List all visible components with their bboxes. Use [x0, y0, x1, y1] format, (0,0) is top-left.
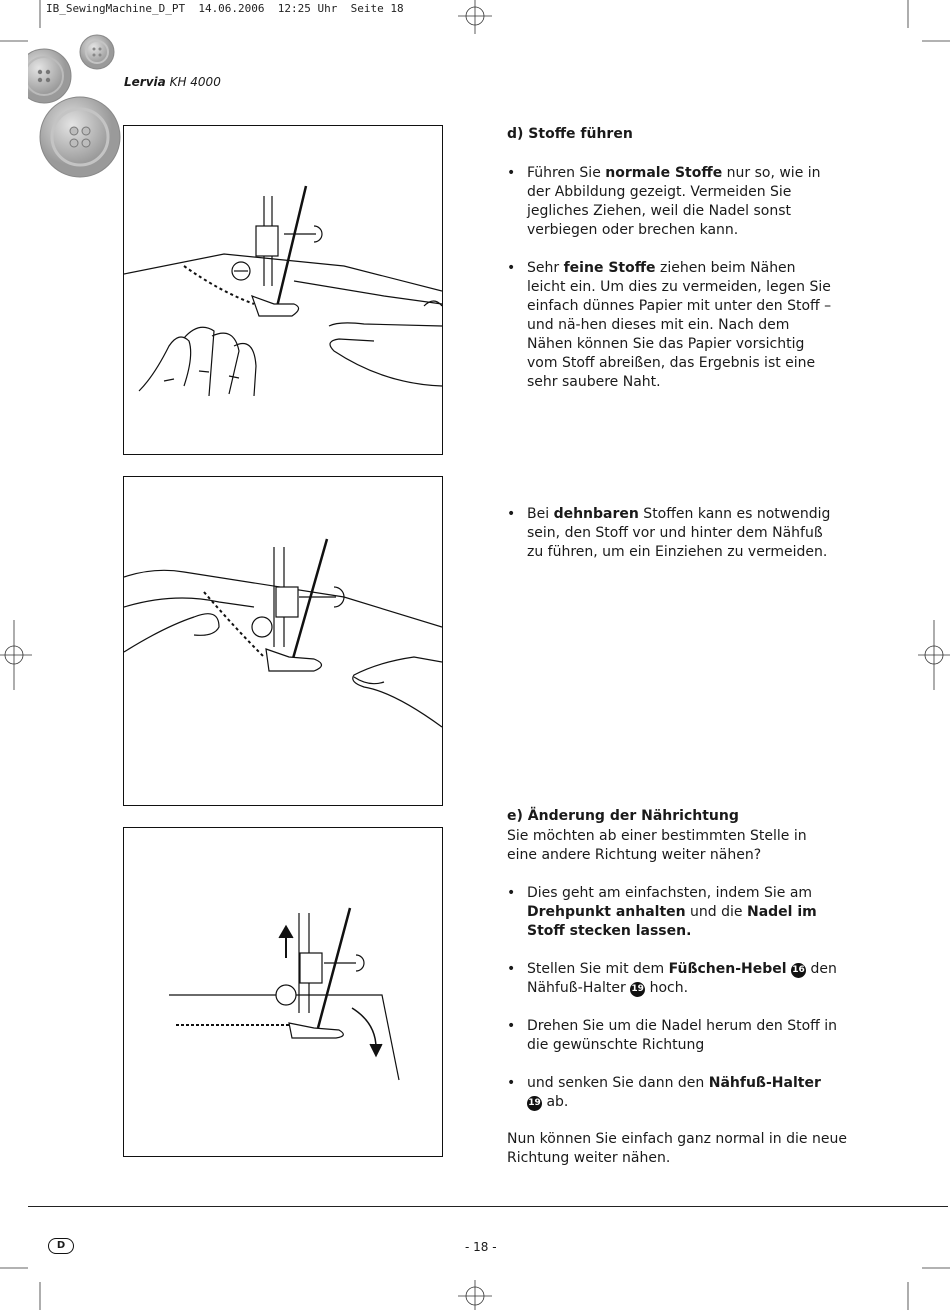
list-item — [507, 1017, 847, 1057]
bullet-point: • — [507, 506, 516, 522]
section-e-heading: e) Änderung der Nährichtung — [507, 808, 739, 824]
bullet-text: Sehr feine Stoffe ziehen beim Nähen leicht ein. Um dies zu vermeiden, legen Sie einfach dünnes Papier mit unter den Stoff – und nä-hen dieses mit ein. Nach dem Nähen können Sie das Papier vorsichtig vom Stoff abreißen, das Ergebnis ist eine sehr saubere Naht. — [527, 260, 832, 390]
bullet-text: Dies geht am einfachsten, indem Sie am Drehpunkt anhalten und die Nadel im Stoff stecken lassen. — [527, 885, 817, 939]
sewing-illustration — [124, 126, 442, 454]
bullet-text: Drehen Sie um die Nadel herum den Stoff in die gewünschte Richtung — [527, 1018, 838, 1053]
bullet-point: • — [507, 260, 516, 276]
footer-divider — [28, 1206, 948, 1207]
bullet-text: Führen Sie normale Stoffe nur so, wie in der Abbildung gezeigt. Vermeiden Sie jegliches Ziehen, weil die Nadel sonst verbiegen oder brechen kann. — [527, 165, 821, 238]
bullet-text: und senken Sie dann den Nähfuß-Halter 19 ab. — [527, 1075, 821, 1110]
sewing-illustration — [124, 477, 442, 805]
print-slug: IB_SewingMachine_D_PT 14.06.2006 12:25 Uhr Seite 18 — [46, 2, 404, 15]
list-item — [507, 164, 847, 242]
part-number-badge: 19 — [630, 982, 645, 997]
figure-stretch-fabric — [123, 476, 443, 806]
language-badge: D — [48, 1238, 74, 1254]
bullet-point: • — [507, 1018, 516, 1034]
list-item — [507, 505, 847, 565]
section-e-intro: Sie möchten ab einer bestimmten Stelle in eine andere Richtung weiter nähen? — [507, 828, 807, 863]
button-decoration-icon — [28, 30, 128, 180]
sewing-illustration — [124, 828, 442, 1156]
figure-change-direction — [123, 827, 443, 1157]
figure-normal-fabric — [123, 125, 443, 455]
bullet-point: • — [507, 885, 516, 901]
bullet-point: • — [507, 165, 516, 181]
part-number-badge: 16 — [791, 963, 806, 978]
section-e-closing: Nun können Sie einfach ganz normal in die neue Richtung weiter nähen. — [507, 1131, 847, 1166]
list-item — [507, 960, 847, 1000]
page-number: - 18 - — [465, 1240, 497, 1254]
part-number-badge: 19 — [527, 1096, 542, 1111]
list-item — [507, 259, 847, 390]
bullet-point: • — [507, 961, 516, 977]
list-item — [507, 884, 847, 944]
bullet-text: Stellen Sie mit dem Füßchen-Hebel 16 den Nähfuß-Halter 19 hoch. — [527, 961, 837, 996]
section-d-heading: d) Stoffe führen — [507, 126, 633, 142]
bullet-text: Bei dehnbaren Stoffen kann es notwendig sein, den Stoff vor und hinter dem Nähfuß zu führen, um ein Einziehen zu vermeiden. — [527, 506, 831, 560]
product-name: Lervia KH 4000 — [124, 75, 221, 89]
bullet-point: • — [507, 1075, 516, 1091]
list-item — [507, 1074, 847, 1114]
